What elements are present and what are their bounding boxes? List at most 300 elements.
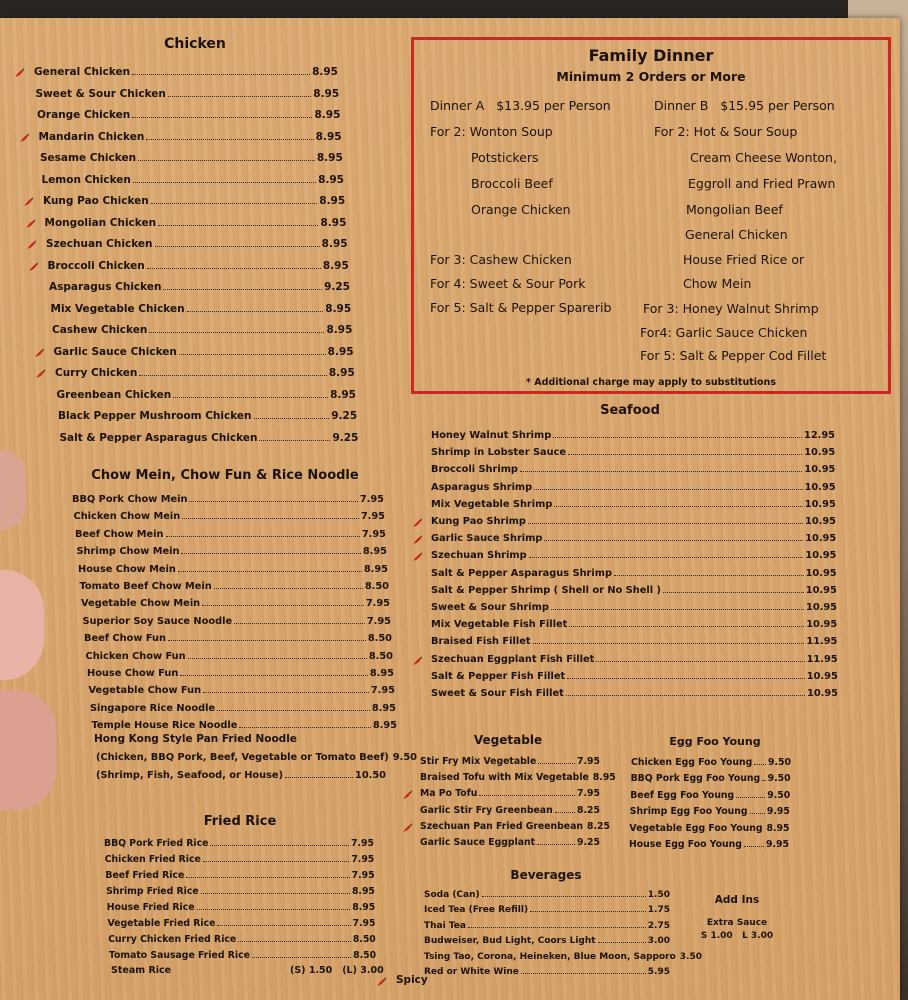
menu-item-price: 9.50: [768, 757, 791, 768]
menu-item-name: Mongolian Chicken: [44, 216, 157, 229]
menu-item-name: Salt & Pepper Asparagus Shrimp: [431, 567, 612, 579]
menu-item: [57, 389, 357, 401]
pepper-icon: [412, 656, 421, 665]
menu-item-name: Mix Vegetable Shrimp: [431, 498, 553, 510]
family-dinner-line: For 2: Wonton Soup: [430, 124, 553, 139]
menu-item: [420, 805, 600, 816]
menu-item: [105, 870, 374, 881]
menu-item: [106, 886, 375, 897]
menu-item-price: 1.50: [647, 890, 670, 900]
dot-leader: [744, 846, 764, 847]
family-dinner-line: For 4: Sweet & Sour Pork: [430, 276, 586, 291]
menu-item-name: General Chicken: [34, 66, 131, 78]
menu-item: [631, 757, 791, 768]
dot-leader: [238, 941, 351, 942]
steam-rice-price: (S) 1.50 (L) 3.00: [290, 965, 384, 976]
dot-leader: [528, 523, 803, 524]
dot-leader: [736, 797, 765, 798]
pepper-icon: [23, 197, 32, 206]
menu-item-price: 10.95: [805, 584, 837, 596]
menu-item-name: Curry Chicken: [55, 367, 138, 379]
menu-item: [39, 131, 342, 143]
dot-leader: [521, 973, 646, 974]
menu-item-price: 8.95: [369, 668, 394, 679]
menu-item-name: House Chow Mein: [78, 563, 176, 575]
menu-item-name: House Fried Rice: [106, 902, 195, 913]
pepper-icon: [25, 219, 34, 228]
family-dinner-line: For 5: Salt & Pepper Cod Fillet: [640, 348, 827, 363]
dot-leader: [537, 844, 575, 845]
menu-item-price: 8.95: [351, 886, 375, 897]
seafood-title: Seafood: [600, 403, 660, 418]
dot-leader: [285, 777, 353, 778]
dot-leader: [186, 877, 349, 878]
menu-item: [424, 890, 670, 900]
dot-leader: [239, 727, 370, 728]
menu-item-price: 10.95: [807, 688, 838, 699]
menu-item-price: 3.00: [647, 936, 670, 947]
menu-item-price: 8.95: [319, 195, 346, 207]
menu-item: [86, 651, 394, 662]
dinner-b-header: Dinner B $15.95 per Person: [654, 98, 835, 113]
dot-leader: [146, 139, 313, 140]
menu-item-price: 8.25: [587, 820, 610, 832]
menu-item-price: 7.95: [370, 685, 395, 697]
menu-item-name: Vegetable Chow Mein: [81, 598, 201, 610]
pepper-icon: [34, 348, 43, 357]
menu-item-price: 8.95: [325, 302, 352, 315]
menu-item-price: 9.25: [331, 410, 358, 422]
menu-item-name: Greenbean Chicken: [56, 388, 172, 401]
menu-item: [431, 602, 837, 613]
menu-item: [424, 967, 670, 977]
extra-sauce-label: Extra Sauce: [706, 918, 768, 928]
menu-item-name: Garlic Sauce Eggplant: [420, 837, 536, 848]
menu-item-price: 9.50: [767, 773, 791, 785]
menu-item-price: 8.95: [318, 173, 344, 186]
menu-item: [431, 516, 836, 527]
dot-leader: [189, 501, 357, 502]
menu-item-price: 8.25: [577, 804, 600, 816]
menu-item: [78, 564, 388, 575]
menu-item: [431, 499, 836, 510]
menu-item-name: Tomato Sausage Fried Rice: [108, 950, 250, 961]
dot-leader: [544, 540, 803, 541]
menu-item: [109, 950, 376, 961]
menu-item-name: Sweet & Sour Shrimp: [431, 602, 549, 613]
menu-item-price: 11.95: [806, 636, 838, 648]
menu-item-name: Szechuan Chicken: [46, 238, 153, 250]
dot-leader: [166, 536, 360, 537]
menu-item-price: 8.95: [316, 152, 343, 164]
dot-leader: [155, 246, 320, 247]
menu-item-name: Broccoli Chicken: [47, 259, 145, 272]
menu-item: [51, 303, 352, 315]
family-dinner-line: Potstickers: [471, 150, 539, 165]
menu-item: [89, 685, 396, 696]
menu-item-name: Szechuan Eggplant Fish Fillet: [431, 653, 595, 665]
menu-item: [431, 430, 835, 441]
family-dinner-line: For4: Garlic Sauce Chicken: [640, 325, 808, 340]
pepper-icon: [35, 369, 44, 378]
menu-item-name: Chicken Chow Mein: [73, 511, 181, 523]
menu-item-name: Sweet & Sour Fish Fillet: [431, 688, 564, 699]
menu-item: [431, 654, 838, 665]
dot-leader: [596, 661, 804, 662]
pepper-icon: [402, 790, 411, 799]
dot-leader: [168, 96, 311, 97]
menu-item-price: 5.95: [647, 967, 670, 977]
pepper-icon: [28, 262, 37, 271]
menu-item-name: Kung Pao Chicken: [43, 195, 149, 207]
dot-leader: [566, 695, 805, 696]
family-dinner-line: For 2: Hot & Sour Soup: [654, 124, 798, 139]
menu-item-price: 8.95: [766, 822, 790, 834]
menu-item-name: Braised Fish Fillet: [431, 636, 531, 648]
menu-item: [420, 756, 600, 767]
family-dinner-box: [411, 37, 891, 394]
menu-item: [48, 260, 349, 272]
menu-item: [431, 568, 837, 579]
menu-item-name: Shrimp in Lobster Sauce: [431, 447, 567, 459]
menu-item: [87, 668, 394, 679]
menu-item: [55, 367, 355, 379]
menu-item-name: Stir Fry Mix Vegetable: [420, 756, 537, 767]
menu-item-price: 10.95: [805, 550, 837, 562]
dot-leader: [197, 909, 351, 910]
menu-item-price: 10.95: [806, 602, 837, 613]
menu-item-price: 8.50: [367, 633, 392, 645]
chowmein-title: Chow Mein, Chow Fun & Rice Noodle: [91, 468, 359, 483]
menu-item: [431, 688, 838, 699]
menu-item: [74, 511, 386, 522]
menu-item-name: Tomato Beef Chow Mein: [79, 581, 212, 592]
menu-item-price: 8.50: [364, 581, 389, 592]
menu-item-name: Iced Tea (Free Refill): [424, 905, 529, 916]
menu-item: [46, 238, 348, 250]
menu-item-price: 10.95: [805, 533, 837, 545]
menu-item-price: 7.95: [365, 598, 390, 610]
menu-item: [45, 217, 347, 229]
menu-item-name: BBQ Pork Fried Rice: [104, 838, 209, 849]
menu-item-price: 7.95: [359, 494, 384, 505]
menu-item-name: Broccoli Shrimp: [431, 464, 518, 476]
dot-leader: [568, 454, 802, 455]
menu-item: [72, 494, 384, 505]
menu-item-name: Beef Chow Fun: [84, 633, 166, 645]
menu-item: [43, 195, 345, 207]
menu-item-name: House Chow Fun: [87, 668, 179, 679]
menu-item: [75, 529, 386, 540]
menu-item-name: BBQ Pork Chow Mein: [72, 494, 188, 505]
dot-leader: [530, 911, 646, 912]
menu-item: [424, 951, 702, 962]
pepper-icon: [412, 552, 421, 561]
menu-item-name: Mandarin Chicken: [38, 130, 145, 143]
menu-item-name: Beef Egg Foo Young: [630, 789, 735, 801]
menu-item-name: Chicken Egg Foo Young: [631, 757, 753, 768]
menu-item-price: 9.25: [332, 431, 359, 444]
menu-item-name: Beef Chow Mein: [75, 528, 164, 540]
menu-item: [42, 174, 345, 186]
menu-item-name: Chicken Chow Fun: [85, 650, 186, 662]
menu-item-price: 10.95: [804, 464, 836, 476]
dot-leader: [482, 896, 646, 897]
menu-item-name: Black Pepper Mushroom Chicken: [58, 410, 252, 422]
menu-item-name: Shrimp Chow Mein: [76, 546, 180, 558]
dot-leader: [214, 588, 363, 589]
menu-item-price: 8.95: [352, 902, 376, 913]
dot-leader: [553, 437, 802, 438]
extra-sauce-prices: S 1.00 L 3.00: [700, 931, 774, 941]
menu-item: [424, 936, 670, 946]
menu-item: [420, 788, 600, 799]
menu-item-name: Vegetable Fried Rice: [107, 918, 216, 929]
dot-leader: [614, 575, 804, 576]
menu-item: [431, 671, 838, 682]
dot-leader: [217, 925, 350, 926]
menu-item: [108, 934, 376, 945]
menu-item-price: 8.95: [322, 259, 349, 272]
menu-item-name: Curry Chicken Fried Rice: [108, 934, 237, 945]
dot-leader: [149, 332, 324, 333]
menu-item: [424, 905, 670, 915]
menu-item: [96, 770, 386, 781]
menu-item: [49, 281, 350, 293]
dot-leader: [210, 845, 349, 846]
dot-leader: [254, 418, 330, 419]
menu-item-name: (Chicken, BBQ Pork, Beef, Vegetable or Tomato Beef): [96, 752, 389, 763]
dot-leader: [520, 471, 802, 472]
menu-item-name: (Shrimp, Fish, Seafood, or House): [96, 769, 284, 781]
menu-item-price: 7.95: [352, 918, 376, 929]
dot-leader: [554, 506, 802, 507]
family-dinner-subtitle: Minimum 2 Orders or More: [556, 69, 746, 84]
menu-item: [431, 482, 836, 493]
menu-item: [90, 703, 396, 714]
menu-item-price: 7.95: [360, 511, 385, 523]
dot-leader: [163, 289, 322, 290]
menu-item-price: 8.95: [321, 238, 348, 250]
menu-item-name: Sesame Chicken: [40, 152, 137, 164]
menu-item: [52, 324, 352, 336]
menu-item: [431, 619, 837, 630]
menu-item-name: Braised Tofu with Mix Vegetable: [420, 772, 589, 784]
finger-3: [0, 690, 56, 810]
dot-leader: [202, 605, 364, 606]
menu-item: [40, 152, 343, 164]
dot-leader: [750, 813, 765, 814]
addins-title: Add Ins: [714, 894, 760, 906]
menu-item-name: Tsing Tao, Corona, Heineken, Blue Moon, Sapporo: [424, 951, 676, 962]
dot-leader: [133, 182, 316, 183]
menu-item-name: Ma Po Tofu: [420, 788, 478, 800]
menu-item-price: 7.95: [351, 870, 375, 881]
menu-item-price: 8.95: [312, 66, 338, 78]
menu-item-name: Orange Chicken: [37, 109, 131, 121]
dot-leader: [569, 626, 804, 627]
menu-item-name: Asparagus Chicken: [49, 281, 162, 293]
menu-item-price: 7.95: [577, 788, 600, 800]
menu-item-name: Vegetable Egg Foo Young: [629, 822, 763, 834]
menu-item: [629, 839, 789, 850]
menu-item-price: 7.95: [361, 528, 386, 540]
menu-item-price: 7.95: [351, 838, 374, 849]
menu-item: [424, 921, 670, 931]
menu-item-price: 3.50: [679, 951, 702, 962]
menu-item-price: 8.95: [313, 87, 340, 100]
menu-item-price: 8.95: [320, 216, 347, 229]
family-dinner-line: Broccoli Beef: [471, 176, 553, 191]
pepper-icon: [412, 518, 421, 527]
dot-leader: [663, 592, 804, 593]
family-dinner-line: General Chicken: [685, 227, 788, 242]
menu-item-name: Sweet & Sour Chicken: [35, 87, 166, 100]
menu-item-price: 9.95: [766, 839, 789, 850]
menu-item-name: Honey Walnut Shrimp: [431, 430, 552, 441]
menu-item-name: Temple House Rice Noodle: [91, 720, 238, 732]
family-dinner-line: For 3: Honey Walnut Shrimp: [643, 301, 819, 316]
dot-leader: [252, 957, 351, 958]
dot-leader: [533, 643, 805, 644]
menu-item-name: Garlic Stir Fry Greenbean: [420, 804, 553, 816]
menu-item-name: Mix Vegetable Chicken: [50, 302, 185, 315]
family-dinner-line: For 3: Cashew Chicken: [430, 252, 572, 267]
family-dinner-title: Family Dinner: [588, 46, 714, 65]
dinner-a-header: Dinner A $13.95 per Person: [430, 98, 611, 113]
pepper-icon: [412, 535, 421, 544]
menu-item: [108, 918, 376, 929]
menu-item: [630, 790, 790, 801]
menu-item: [104, 838, 374, 849]
menu-item-name: Shrimp Fried Rice: [106, 886, 199, 897]
substitution-note: * Additional charge may apply to substitutions: [526, 377, 776, 388]
menu-item-price: 1.75: [647, 905, 670, 916]
menu-item: [60, 432, 359, 444]
menu-item: [631, 773, 791, 784]
menu-item-price: 9.50: [392, 752, 417, 763]
dot-leader: [201, 893, 350, 894]
menu-item-price: 10.95: [806, 619, 838, 631]
menu-item: [420, 837, 600, 848]
menu-item: [420, 820, 610, 832]
menu-item-price: 8.95: [362, 546, 387, 558]
dot-leader: [762, 780, 765, 781]
family-dinner-line: Chow Mein: [683, 276, 752, 291]
dot-leader: [468, 927, 646, 928]
menu-item-price: 8.50: [368, 650, 393, 662]
menu-item: [37, 109, 340, 121]
dot-leader: [555, 812, 575, 813]
menu-item-name: Garlic Sauce Chicken: [53, 345, 177, 358]
dot-leader: [259, 440, 330, 441]
menu-item-price: 8.95: [326, 324, 353, 336]
menu-item-price: 10.95: [805, 516, 836, 527]
menu-item-price: 8.50: [353, 950, 377, 961]
family-dinner-line: Orange Chicken: [471, 202, 571, 217]
menu-item: [83, 616, 392, 627]
dot-leader: [168, 640, 366, 641]
menu-item-name: Szechuan Pan Fried Greenbean: [420, 820, 584, 832]
menu-item: [431, 533, 836, 544]
pepper-icon: [19, 133, 28, 142]
eggfooyoung-title: Egg Foo Young: [669, 735, 761, 748]
menu-item: [81, 598, 390, 609]
menu-item-name: Lemon Chicken: [41, 173, 131, 186]
menu-item: [58, 410, 357, 422]
spicy-legend-label: Spicy: [396, 974, 428, 986]
menu-item-price: 9.25: [577, 837, 600, 848]
menu-item: [431, 636, 837, 647]
menu-item-name: Kung Pao Shrimp: [431, 516, 526, 527]
menu-item: [629, 823, 789, 834]
menu-item: [105, 854, 375, 865]
family-dinner-line: Mongolian Beef: [686, 202, 783, 217]
menu-item-name: Salt & Pepper Shrimp ( Shell or No Shell ): [431, 584, 661, 596]
dot-leader: [151, 203, 318, 204]
dot-leader: [598, 942, 646, 943]
menu-item-name: Thai Tea: [424, 920, 466, 931]
menu-item: [431, 447, 835, 458]
menu-item: [431, 550, 836, 561]
menu-item: [630, 806, 790, 817]
menu-item-name: Garlic Sauce Shrimp: [431, 533, 543, 545]
menu-item-price: 8.95: [330, 388, 356, 401]
menu-item-price: 9.25: [324, 281, 350, 293]
steam-rice-name: Steam Rice: [111, 965, 172, 976]
menu-item-name: House Egg Foo Young: [629, 839, 742, 850]
menu-item-name: Shrimp Egg Foo Young: [629, 806, 748, 818]
menu-item: [420, 772, 616, 784]
menu-item: [96, 752, 417, 763]
menu-item-price: 9.50: [767, 789, 791, 801]
dot-leader: [179, 354, 326, 355]
menu-item-price: 11.95: [806, 653, 838, 665]
menu-item-price: 8.50: [352, 934, 376, 945]
menu-item: [107, 902, 375, 913]
menu-item: [36, 88, 340, 100]
dot-leader: [178, 571, 362, 572]
menu-item-price: 8.95: [327, 345, 354, 358]
menu-item-price: 7.95: [577, 756, 600, 767]
menu-item-name: Chicken Fried Rice: [104, 854, 201, 865]
dot-leader: [139, 375, 327, 376]
menu-item-name: Salt & Pepper Asparagus Chicken: [59, 431, 258, 444]
menu-item: [34, 66, 338, 78]
friedrice-title: Fried Rice: [203, 814, 277, 829]
dot-leader: [529, 557, 804, 558]
menu-item-price: 8.95: [592, 772, 616, 784]
dot-leader: [551, 609, 804, 610]
menu-item-name: Singapore Rice Noodle: [90, 702, 216, 714]
family-dinner-line: Eggroll and Fried Prawn: [688, 176, 836, 191]
dot-leader: [538, 763, 575, 764]
dot-leader: [203, 692, 369, 693]
pepper-icon: [14, 68, 23, 77]
menu-item-price: 7.95: [366, 615, 391, 627]
dot-leader: [132, 74, 310, 75]
menu-item: [92, 720, 398, 731]
dot-leader: [479, 795, 575, 796]
menu-item-name: Soda (Can): [424, 890, 480, 900]
dot-leader: [147, 268, 321, 269]
menu-item-name: Szechuan Shrimp: [431, 550, 527, 562]
dot-leader: [203, 861, 350, 862]
menu-item-price: 8.95: [371, 702, 396, 714]
menu-item-price: 8.95: [314, 109, 341, 121]
beverages-title: Beverages: [510, 868, 582, 882]
menu-item-price: 10.95: [804, 447, 836, 459]
